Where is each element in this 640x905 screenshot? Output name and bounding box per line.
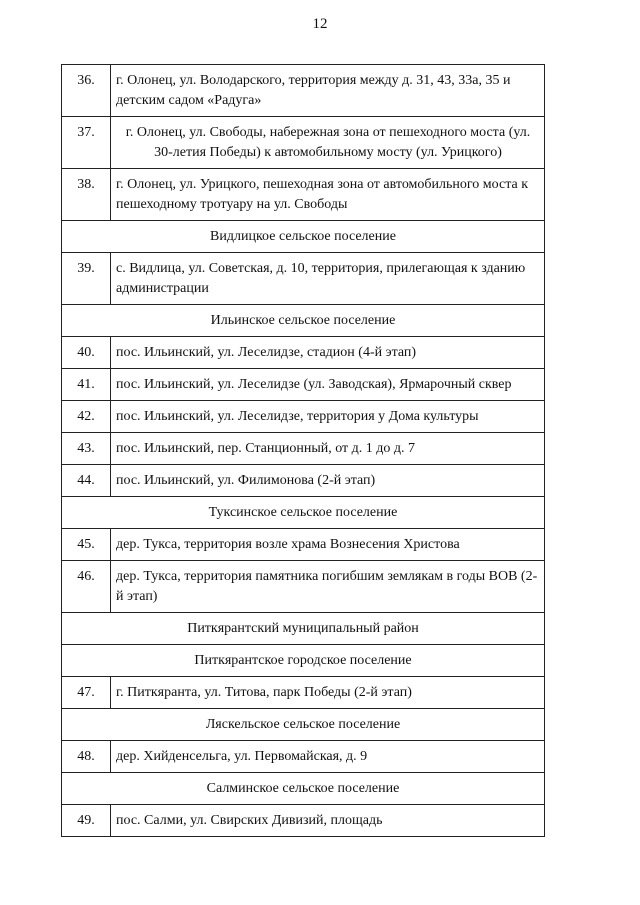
table-row xyxy=(62,741,545,773)
row-number: 37. xyxy=(62,117,111,169)
table-row xyxy=(62,465,545,497)
location-description: дер. Тукса, территория памятника погибшим землякам в годы ВОВ (2-й этап) xyxy=(111,561,545,613)
page-number: 12 xyxy=(312,16,328,32)
location-description: пос. Салми, ул. Свирских Дивизий, площадь xyxy=(111,805,545,837)
table-row xyxy=(62,433,545,465)
location-description: пос. Ильинский, ул. Филимонова (2-й этап) xyxy=(111,465,545,497)
row-number: 49. xyxy=(62,805,111,837)
section-header-row xyxy=(62,221,545,253)
row-number: 39. xyxy=(62,253,111,305)
location-description: г. Питкяранта, ул. Титова, парк Победы (2-й этап) xyxy=(111,677,545,709)
location-description: пос. Ильинский, ул. Леселидзе, стадион (4-й этап) xyxy=(111,337,545,369)
section-title: Питкярантский муниципальный район xyxy=(62,613,545,645)
row-number: 38. xyxy=(62,169,111,221)
section-title: Ильинское сельское поселение xyxy=(62,305,545,337)
table-row xyxy=(62,253,545,305)
row-number: 47. xyxy=(62,677,111,709)
section-title: Ляскельское сельское поселение xyxy=(62,709,545,741)
section-header-row xyxy=(62,613,545,645)
row-number: 44. xyxy=(62,465,111,497)
location-description: г. Олонец, ул. Свободы, набережная зона от пешеходного моста (ул. 30-летия Победы) к автомобильному мосту (ул. Урицкого) xyxy=(111,117,545,169)
row-number: 45. xyxy=(62,529,111,561)
table-row xyxy=(62,337,545,369)
row-number: 36. xyxy=(62,65,111,117)
section-header-row xyxy=(62,773,545,805)
table-row xyxy=(62,169,545,221)
row-number: 42. xyxy=(62,401,111,433)
section-header-row xyxy=(62,497,545,529)
location-description: с. Видлица, ул. Советская, д. 10, территория, прилегающая к зданию администрации xyxy=(111,253,545,305)
row-number: 46. xyxy=(62,561,111,613)
section-title: Питкярантское городское поселение xyxy=(62,645,545,677)
section-header-row xyxy=(62,305,545,337)
table-row xyxy=(62,677,545,709)
row-number: 48. xyxy=(62,741,111,773)
row-number: 40. xyxy=(62,337,111,369)
table-row xyxy=(62,369,545,401)
section-title: Салминское сельское поселение xyxy=(62,773,545,805)
locations-table xyxy=(61,64,545,837)
row-number: 43. xyxy=(62,433,111,465)
location-description: дер. Тукса, территория возле храма Вознесения Христова xyxy=(111,529,545,561)
section-header-row xyxy=(62,645,545,677)
location-description: пос. Ильинский, пер. Станционный, от д. 1 до д. 7 xyxy=(111,433,545,465)
table-row xyxy=(62,805,545,837)
section-title: Видлицкое сельское поселение xyxy=(62,221,545,253)
location-description: пос. Ильинский, ул. Леселидзе (ул. Заводская), Ярмарочный сквер xyxy=(111,369,545,401)
table-row xyxy=(62,117,545,169)
section-title: Туксинское сельское поселение xyxy=(62,497,545,529)
section-header-row xyxy=(62,709,545,741)
table-row xyxy=(62,65,545,117)
locations-table-body xyxy=(62,65,545,837)
table-row xyxy=(62,401,545,433)
row-number: 41. xyxy=(62,369,111,401)
location-description: г. Олонец, ул. Володарского, территория между д. 31, 43, 33а, 35 и детским садом «Радуга» xyxy=(111,65,545,117)
table-row xyxy=(62,561,545,613)
table-row xyxy=(62,529,545,561)
location-description: г. Олонец, ул. Урицкого, пешеходная зона от автомобильного моста к пешеходному тротуару на ул. Свободы xyxy=(111,169,545,221)
location-description: пос. Ильинский, ул. Леселидзе, территория у Дома культуры xyxy=(111,401,545,433)
location-description: дер. Хийденсельга, ул. Первомайская, д. 9 xyxy=(111,741,545,773)
